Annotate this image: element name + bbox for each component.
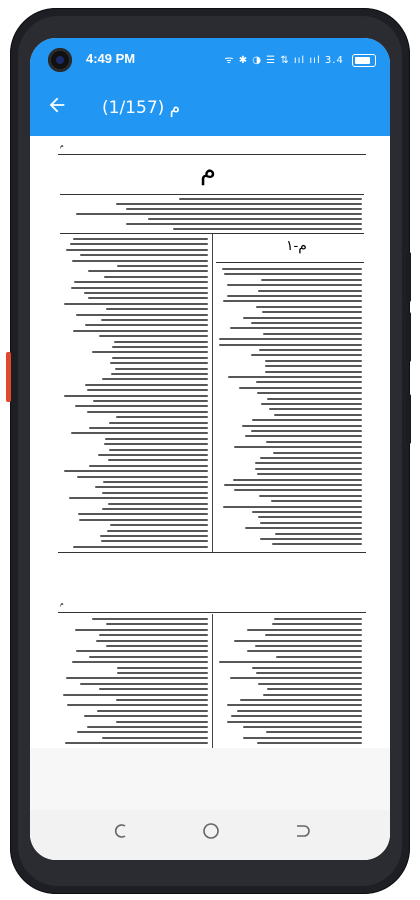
page1-intro-text-line: [148, 218, 362, 220]
page1-right-col-text-line: [234, 489, 362, 491]
page1-left-col-text-line: [76, 314, 208, 316]
page1-left-col-text-line: [108, 503, 208, 505]
page1-left-col-text-line: [99, 335, 208, 337]
page1-left-col-text-line: [75, 405, 208, 407]
page1-header-rule: [58, 154, 366, 155]
page1-left-col-text-line: [85, 324, 208, 326]
app-bar: [30, 82, 390, 136]
page1-right-col-text-line: [275, 533, 362, 535]
page2-right-col-text-line: [231, 715, 362, 717]
page2-right-col-text-line: [252, 667, 362, 669]
page1-intro-text-line: [126, 208, 362, 210]
page1-left-col-text-line: [106, 308, 208, 310]
page1-right-col-text-line: [269, 408, 362, 410]
page1-left-col-text-line: [87, 411, 208, 413]
page1-right-col-text-line: [259, 495, 362, 497]
page1-right-col-text-line: [228, 376, 362, 378]
page1-left-col-text-line: [84, 292, 208, 294]
page2-left-col-text-line: [99, 634, 208, 636]
page1-left-col-text-line: [104, 443, 208, 445]
page1-right-col-text-line: [245, 527, 362, 529]
page2-left-col-text-line: [87, 726, 208, 728]
page1-left-col-text-line: [77, 476, 208, 478]
page1-left-col-text-line: [102, 508, 208, 510]
page1-section-rule: [216, 262, 364, 263]
page1-right-col-text-line: [274, 414, 362, 416]
page2-left-col-text-line: [116, 721, 208, 723]
page2-right-col-text-line: [266, 731, 362, 733]
page2-left-col-text-line: [106, 623, 208, 625]
page1-right-col-text-line: [260, 522, 362, 524]
page2-left-col-text-line: [97, 710, 208, 712]
page1-right-col-text-line: [273, 452, 362, 454]
recents-icon[interactable]: [108, 822, 134, 848]
page1-left-col-text-line: [79, 519, 208, 521]
page1-left-col-text-line: [88, 270, 208, 272]
page1-heading: م: [200, 156, 217, 186]
page1-left-col-text-line: [103, 481, 208, 483]
page1-left-col-text-line: [102, 492, 208, 494]
page1-column-divider: [212, 234, 213, 552]
page1-right-col-text-line: [245, 435, 362, 437]
page1-left-col-text-line: [89, 427, 208, 429]
page1-right-col-text-line: [255, 462, 362, 464]
page1-left-col-text-line: [117, 265, 208, 267]
page1-right-col-text-line: [271, 500, 362, 502]
page1-footer-rule: [58, 552, 366, 553]
page2-right-col-text-line: [240, 699, 362, 701]
page2-right-col-text-line: [274, 618, 362, 620]
page1-left-col-text-line: [89, 465, 208, 467]
page1-right-col-text-line: [260, 457, 362, 459]
page2-left-col-text-line: [89, 656, 208, 658]
page1-right-col-text-line: [262, 311, 362, 313]
page1-right-col-text-line: [272, 543, 362, 545]
page1-right-col-text-line: [224, 484, 362, 486]
home-icon[interactable]: [198, 822, 224, 848]
page1-left-col-text-line: [102, 378, 208, 380]
page1-left-col-text-line: [73, 546, 208, 548]
page2-header-left: م: [60, 600, 64, 607]
page1-left-col-text-line: [110, 362, 208, 364]
volume-down-button: [406, 394, 411, 444]
page1-left-col-text-line: [101, 319, 208, 321]
page1-left-col-text-line: [69, 497, 208, 499]
page2-left-col-text-line: [77, 731, 208, 733]
page1-right-col-text-line: [243, 317, 362, 319]
page1-right-col-text-line: [267, 398, 362, 400]
page1-right-col-text-line: [265, 360, 362, 362]
page1-right-col-text-line: [219, 344, 362, 346]
page2-right-col-text-line: [243, 726, 362, 728]
page1-right-col-text-line: [261, 403, 362, 405]
page1-right-col-text-line: [251, 322, 362, 324]
page2-left-col-text-line: [66, 677, 208, 679]
page2-left-col-text-line: [76, 650, 208, 652]
status-icons: [224, 52, 376, 67]
page2-column-divider: [212, 614, 213, 748]
page2-right-col-text-line: [267, 688, 362, 690]
page1-left-col-text-line: [71, 287, 208, 289]
page1-right-col-text-line: [265, 371, 362, 373]
page2-right-col-text-line: [258, 683, 362, 685]
page1-intro-text-line: [126, 223, 362, 225]
page2-left-col-text-line: [106, 645, 208, 647]
page1-left-col-text-line: [98, 454, 208, 456]
page1-left-col-text-line: [92, 351, 208, 353]
page1-left-col-text-line: [71, 432, 208, 434]
document-viewer[interactable]: [30, 136, 390, 748]
page1-left-col-text-line: [107, 530, 208, 532]
page1-right-col-text-line: [252, 419, 362, 421]
page2-right-col-text-line: [230, 677, 362, 679]
page1-right-col-text-line: [233, 479, 362, 481]
status-bar: [30, 38, 390, 82]
page1-left-col-text-line: [108, 459, 208, 461]
page2-header-rule: [58, 612, 366, 613]
document-page-1: [58, 142, 366, 562]
page1-right-col-text-line: [239, 387, 362, 389]
page1-left-col-text-line: [116, 416, 208, 418]
page1-right-col-text-line: [251, 354, 362, 356]
page1-right-col-text-line: [266, 441, 362, 443]
page1-right-col-text-line: [222, 268, 362, 270]
status-icons-text: ᯤ ✱ ◑ ☰ ⇅ ııl ııl 3.4: [224, 55, 344, 66]
page1-right-col-text-line: [223, 506, 362, 508]
page1-header-left: م: [60, 142, 64, 149]
page1-left-col-text-line: [112, 357, 208, 359]
page2-left-col-text-line: [75, 629, 208, 631]
front-camera-icon: [48, 48, 72, 72]
page2-right-col-text-line: [257, 742, 362, 744]
page1-right-col-text-line: [258, 516, 362, 518]
page2-right-col-text-line: [227, 721, 362, 723]
page2-right-col-text-line: [272, 623, 362, 625]
status-time: 4:49 PM: [86, 51, 136, 66]
page2-right-col-text-line: [227, 704, 362, 706]
side-key: [6, 352, 11, 402]
page1-left-col-text-line: [111, 373, 208, 375]
page2-right-col-text-line: [276, 656, 362, 658]
page2-right-col-text-line: [247, 629, 362, 631]
page2-left-col-text-line: [102, 737, 208, 739]
page1-left-col-text-line: [85, 384, 208, 386]
page2-left-col-text-line: [65, 742, 208, 744]
page1-right-col-text-line: [252, 511, 362, 513]
page1-right-col-text-line: [219, 338, 362, 340]
arrow-back-icon[interactable]: [42, 94, 72, 124]
page1-right-col-text-line: [256, 306, 362, 308]
page2-right-col-text-line: [243, 737, 362, 739]
page1-left-col-text-line: [73, 238, 208, 240]
page1-left-col-text-line: [72, 260, 208, 262]
page1-right-col-text-line: [224, 273, 362, 275]
page2-left-col-text-line: [80, 683, 208, 685]
page1-right-col-text-line: [258, 290, 362, 292]
page1-right-col-text-line: [227, 295, 362, 297]
page2-right-col-text-line: [265, 634, 362, 636]
page1-left-col-text-line: [100, 535, 208, 537]
page1-intro-text-line: [179, 198, 362, 200]
page1-right-col-text-line: [259, 349, 362, 351]
page1-left-col-text-line: [66, 249, 208, 251]
page1-intro-text-line: [76, 213, 362, 215]
page1-left-col-text-line: [112, 346, 208, 348]
page2-right-col-text-line: [256, 672, 362, 674]
page1-intro-text-line: [173, 228, 362, 230]
navigation-bar: [30, 810, 390, 860]
page1-right-col-text-line: [223, 300, 362, 302]
page1-right-col-text-line: [257, 392, 362, 394]
page2-left-col-text-line: [84, 715, 208, 717]
page1-left-col-text-line: [101, 540, 208, 542]
back-nav-icon[interactable]: [288, 822, 314, 848]
screen: [30, 38, 390, 860]
page2-left-col-text-line: [116, 699, 208, 701]
power-button: [406, 252, 411, 302]
battery-icon: [352, 54, 376, 67]
page1-left-col-text-line: [109, 422, 208, 424]
page1-right-col-text-line: [234, 446, 362, 448]
page1-right-col-text-line: [261, 279, 362, 281]
page1-left-col-text-line: [64, 470, 208, 472]
page-title: م (1/157): [102, 98, 181, 118]
page2-left-col-text-line: [63, 694, 208, 696]
page1-right-col-text-line: [251, 430, 362, 432]
page2-left-col-text-line: [92, 618, 208, 620]
page1-right-col-text-line: [230, 327, 362, 329]
page1-intro-text-line: [116, 203, 362, 205]
page1-right-col-text-line: [265, 365, 362, 367]
page1-left-col-text-line: [110, 524, 208, 526]
page1-right-col-text-line: [255, 468, 362, 470]
page1-section-title: م-۱: [286, 238, 307, 254]
page1-left-col-text-line: [64, 395, 208, 397]
page1-left-col-text-line: [74, 281, 208, 283]
page2-right-col-text-line: [247, 650, 362, 652]
page2-right-col-text-line: [219, 661, 362, 663]
page1-right-col-text-line: [263, 333, 362, 335]
page2-left-col-text-line: [117, 667, 208, 669]
page1-left-col-text-line: [104, 276, 208, 278]
page1-left-col-text-line: [115, 368, 208, 370]
page1-left-col-text-line: [88, 297, 208, 299]
page1-left-col-text-line: [95, 486, 208, 488]
page1-left-col-text-line: [87, 389, 208, 391]
page1-left-col-text-line: [70, 243, 208, 245]
page1-right-col-text-line: [256, 381, 362, 383]
page1-right-col-text-line: [227, 284, 362, 286]
page1-left-col-text-line: [73, 330, 208, 332]
document-page-2: [58, 600, 366, 748]
page1-right-col-text-line: [260, 538, 362, 540]
page1-right-col-text-line: [242, 425, 362, 427]
page2-left-col-text-line: [99, 688, 208, 690]
page1-left-col-text-line: [64, 303, 208, 305]
page2-right-col-text-line: [234, 640, 362, 642]
page1-left-col-text-line: [93, 400, 208, 402]
page2-right-col-text-line: [255, 645, 362, 647]
page1-left-col-text-line: [109, 449, 208, 451]
page1-left-col-text-line: [114, 341, 208, 343]
page1-left-col-text-line: [78, 513, 208, 515]
page2-left-col-text-line: [67, 704, 208, 706]
page1-left-col-text-line: [80, 254, 208, 256]
page2-right-col-text-line: [263, 694, 362, 696]
page1-left-col-text-line: [105, 438, 208, 440]
page1-right-col-text-line: [257, 473, 362, 475]
page2-left-col-text-line: [72, 661, 208, 663]
volume-up-button: [406, 312, 411, 362]
page2-right-col-text-line: [237, 710, 362, 712]
page2-left-col-text-line: [117, 672, 208, 674]
page2-left-col-text-line: [96, 640, 208, 642]
